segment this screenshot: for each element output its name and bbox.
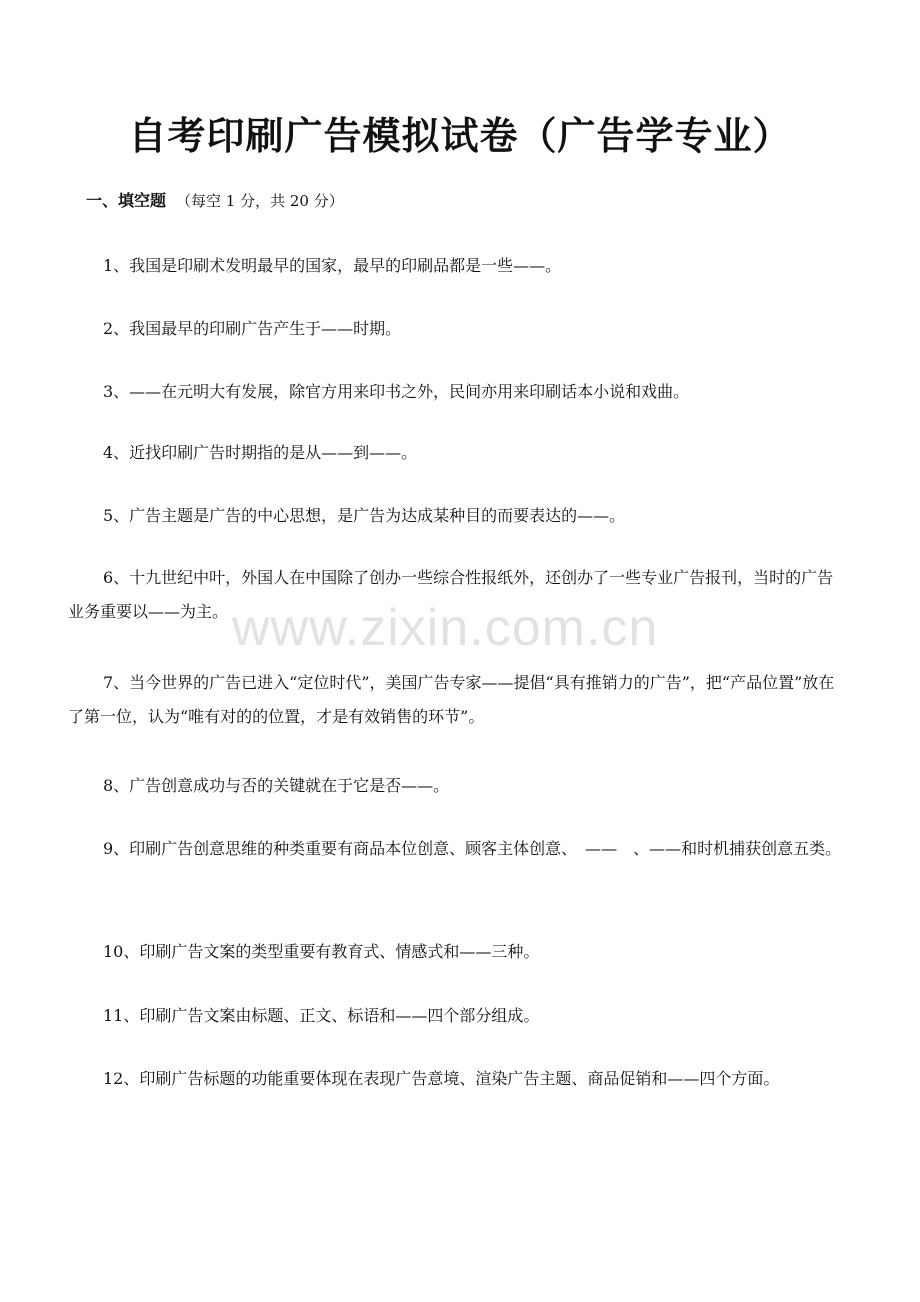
question-12: 12、印刷广告标题的功能重要体现在表现广告意境、渲染广告主题、商品促销和——四个方面。 — [103, 1069, 780, 1088]
question-8: 8、广告创意成功与否的关键就在于它是否——。 — [103, 776, 450, 795]
question-1: 1、我国是印刷术发明最早的国家，最早的印刷品都是一些——。 — [103, 256, 562, 275]
question-2: 2、我国最早的印刷广告产生于——时期。 — [103, 319, 402, 338]
question-4: 4、近找印刷广告时期指的是从——到——。 — [103, 443, 418, 462]
question-3: 3、——在元明大有发展，除官方用来印书之外，民间亦用来印刷话本小说和戏曲。 — [103, 382, 690, 401]
question-7: 7、当今世界的广告已进入“定位时代”，美国广告专家——提倡“具有推销力的广告”，把“产品位置”放在了第一位，认为“唯有对的的位置，才是有效销售的环节”。 — [68, 673, 835, 726]
section-heading — [86, 188, 344, 214]
section-label: 一、填空题 — [86, 191, 167, 210]
question-11: 11、印刷广告文案由标题、正文、标语和——四个部分组成。 — [103, 1006, 540, 1025]
question-9: 9、印刷广告创意思维的种类重要有商品本位创意、顾客主体创意、 —— 、——和时机捕获创意五类。 — [103, 839, 842, 858]
question-5: 5、广告主题是广告的中心思想，是广告为达成某种目的而要表达的——。 — [103, 506, 626, 525]
question-6: 6、十九世纪中叶，外国人在中国除了创办一些综合性报纸外，还创办了一些专业广告报刊，当时的广告业务重要以——为主。 — [68, 568, 834, 621]
page-title: 自考印刷广告模拟试卷（广告学专业） — [128, 113, 792, 158]
section-note: （每空 1 分，共 20 分） — [176, 192, 344, 210]
watermark-text: www.zixin.com.cn — [232, 599, 659, 657]
question-10: 10、印刷广告文案的类型重要有教育式、情感式和——三种。 — [103, 942, 540, 961]
